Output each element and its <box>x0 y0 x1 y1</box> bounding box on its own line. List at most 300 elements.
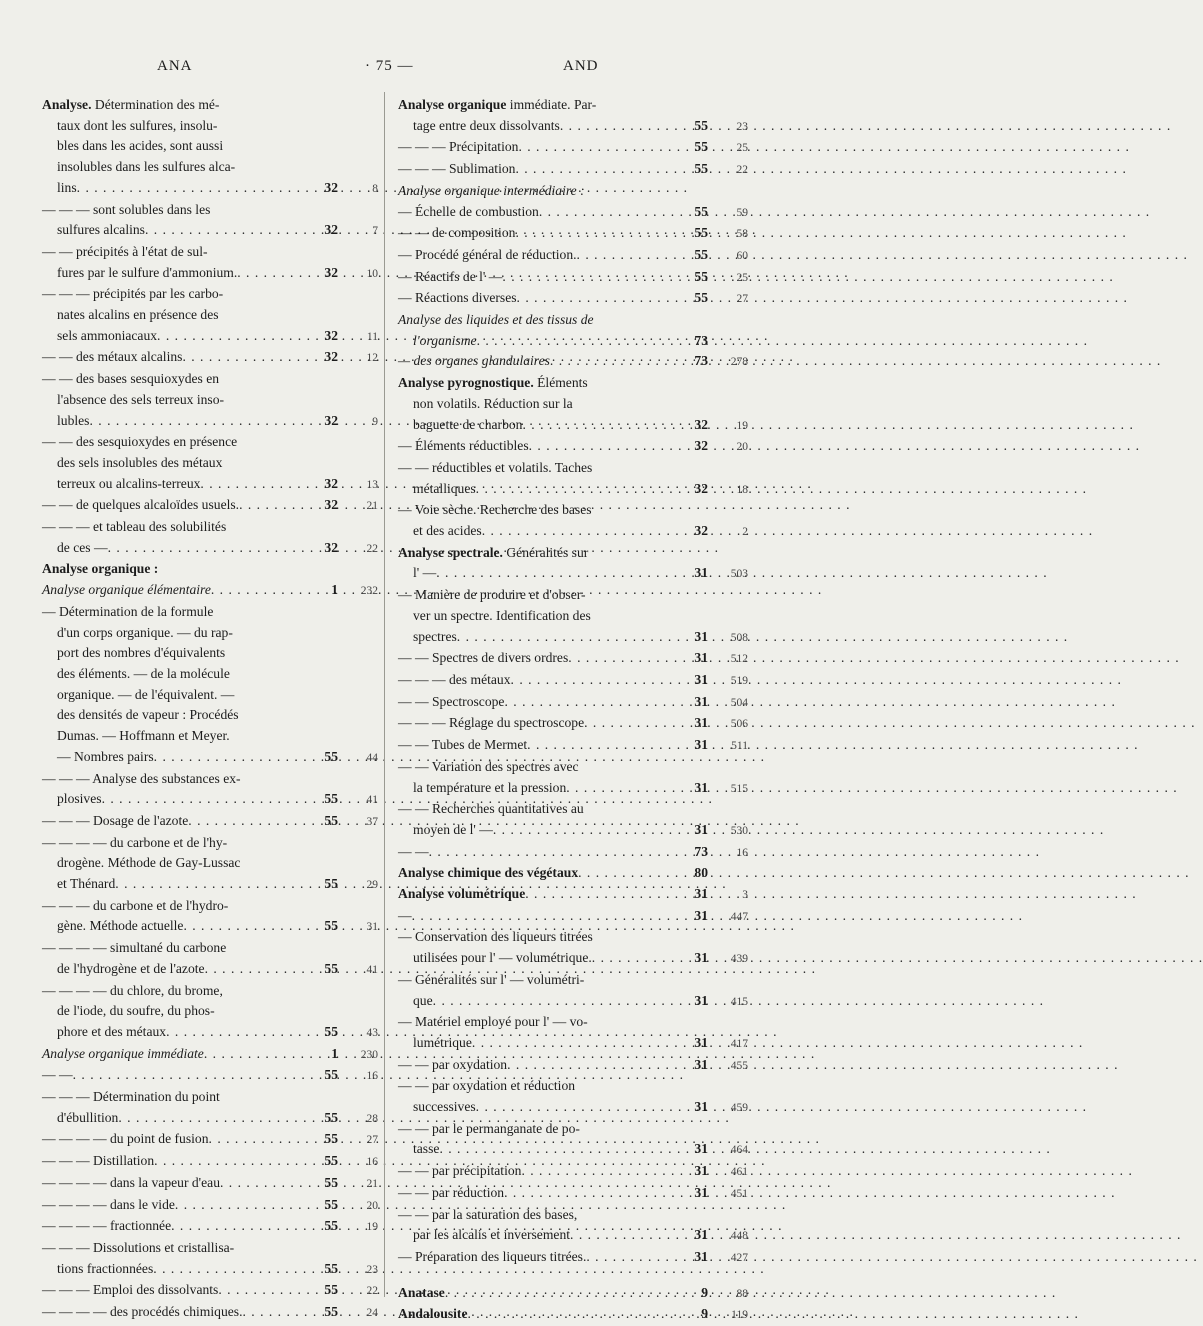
index-entry <box>42 747 378 769</box>
volume-number: 31 <box>694 628 708 644</box>
index-entry <box>42 220 378 242</box>
index-entry <box>42 1022 378 1044</box>
index-entry <box>398 563 748 585</box>
index-entry <box>42 896 378 917</box>
entry-text: taux dont les sulfures, insolu- <box>57 117 218 133</box>
entry-text: — — Spectroscope <box>398 693 505 709</box>
entry-text: Analyse spectrale. Généralités sur <box>398 544 589 560</box>
entry-text: — — précipités à l'état de sul- <box>42 243 208 259</box>
page-number-ref: 16 <box>366 1070 378 1083</box>
index-entry <box>398 415 748 437</box>
dot-leader <box>493 820 674 841</box>
entry-text: lins <box>57 179 77 195</box>
entry-text: — — Spectres de divers ordres <box>398 650 569 666</box>
entry-text: de ces — <box>57 539 108 555</box>
entry-text: — des organes glandulaires <box>398 353 550 369</box>
index-entry <box>42 664 378 685</box>
index-entry <box>42 1216 378 1238</box>
page-number-ref: 16 <box>736 846 748 859</box>
index-entry <box>398 288 748 310</box>
index-entry <box>398 116 748 138</box>
page-number-ref: 451 <box>730 1187 748 1200</box>
dot-leader <box>504 1183 674 1204</box>
dot-leader <box>482 521 674 542</box>
volume-number: 31 <box>694 950 708 966</box>
entry-text: — — réductibles et volatils. Taches <box>398 459 593 475</box>
entry-text: des sels insolubles des métaux <box>57 454 223 470</box>
page-number-ref: 31 <box>366 921 378 934</box>
index-entry <box>42 726 378 747</box>
dot-leader <box>183 916 304 937</box>
entry-text: l' — <box>413 565 437 581</box>
entry-text: — — par le permanganate de po- <box>398 1120 580 1136</box>
index-entry <box>42 580 378 602</box>
volume-number: 55 <box>324 1304 338 1320</box>
page-number-ref: 60 <box>736 249 748 262</box>
dot-leader <box>472 1033 674 1054</box>
index-entry <box>398 648 748 670</box>
entry-text: — — — — du chlore, du brome, <box>42 982 223 998</box>
page-number-ref: 504 <box>730 696 748 709</box>
dot-leader <box>433 991 674 1012</box>
page-number-ref: 3 <box>742 889 748 902</box>
header-left: ANA <box>157 58 193 74</box>
entry-text: — <box>398 907 412 923</box>
volume-number: 55 <box>324 791 338 807</box>
entry-text: non volatils. Réduction sur la <box>413 395 573 411</box>
entry-text: — — — Analyse des substances ex- <box>42 770 241 786</box>
page-number-ref: 511 <box>731 740 748 753</box>
volume-number: 55 <box>324 1067 338 1083</box>
index-entry <box>398 606 748 627</box>
index-entry <box>398 585 748 606</box>
volume-number: 31 <box>694 693 708 709</box>
dot-leader <box>154 1151 304 1172</box>
page-number-ref: 278 <box>730 356 748 369</box>
entry-text: la température et la pression <box>413 779 567 795</box>
dot-leader <box>476 1097 674 1118</box>
entry-text: — — — des métaux <box>398 671 511 687</box>
dot-leader <box>182 347 304 368</box>
index-entry <box>42 390 378 411</box>
page-number-ref: 27 <box>736 293 748 306</box>
index-entry <box>398 757 748 778</box>
dot-leader <box>220 1173 304 1194</box>
entry-text: fures par le sulfure d'ammonium. <box>57 264 238 280</box>
page-number-ref: 439 <box>730 953 748 966</box>
entry-text: — — — Dosage de l'azote <box>42 812 189 828</box>
index-entry <box>42 1129 378 1151</box>
dot-leader <box>529 436 674 457</box>
entry-text: — — — Détermination du point <box>42 1089 220 1105</box>
page-number-ref: 18 <box>736 483 748 496</box>
page-number-ref: 22 <box>736 164 748 177</box>
index-entry <box>398 331 748 352</box>
index-entry <box>398 1283 748 1305</box>
entry-text: — — — et tableau des solubilités <box>42 519 227 535</box>
entry-text: lumétrique <box>413 1034 472 1050</box>
entry-text: organique. — de l'équivalent. — <box>57 686 235 702</box>
dot-leader <box>476 479 674 500</box>
volume-number: 31 <box>694 1227 708 1243</box>
index-entry <box>42 685 378 706</box>
index-entry <box>42 369 378 390</box>
index-entry <box>42 474 378 496</box>
dot-leader <box>157 326 304 347</box>
index-entry <box>398 1139 748 1161</box>
page-number-ref: 455 <box>730 1059 748 1072</box>
volume-number: 55 <box>694 117 708 133</box>
dot-leader <box>166 1022 304 1043</box>
index-entry <box>42 1001 378 1022</box>
index-entry <box>42 432 378 453</box>
entry-text: Analyse chimique des végétaux <box>398 865 579 881</box>
dot-leader <box>102 789 304 810</box>
index-entry <box>42 916 378 938</box>
page-number-ref: 22 <box>366 542 378 555</box>
volume-number: 32 <box>324 412 338 428</box>
entry-text: — Réactifs de l' — <box>398 268 503 284</box>
dot-leader <box>171 1216 304 1237</box>
page-number-ref: 447 <box>730 910 748 923</box>
entry-text: insolubles dans les sulfures alca- <box>57 159 236 175</box>
page-number-ref: 19 <box>736 419 748 432</box>
index-entry <box>398 820 748 842</box>
entry-text: Anatase <box>398 1284 445 1300</box>
dot-leader <box>445 1283 674 1304</box>
page-number-ref: 25 <box>736 142 748 155</box>
dot-leader <box>188 811 304 832</box>
index-entry <box>398 778 748 800</box>
dot-leader <box>153 1259 304 1280</box>
index-entry <box>42 623 378 644</box>
entry-text: plosives <box>57 791 102 807</box>
dot-leader <box>521 1161 674 1182</box>
entry-text: — Préparation des liqueurs titrées. <box>398 1248 587 1264</box>
volume-number: 31 <box>694 1248 708 1264</box>
dot-leader <box>118 1108 304 1129</box>
entry-text: — — — Dissolutions et cristallisa- <box>42 1239 235 1255</box>
entry-text: — Réactions diverses <box>398 290 517 306</box>
index-entry <box>398 863 748 884</box>
section-gap <box>398 1269 748 1283</box>
entry-text: — — de quelques alcaloïdes usuels. <box>42 497 240 513</box>
index-entry <box>398 948 748 970</box>
page-number-ref: 19 <box>366 1221 378 1234</box>
entry-text: métalliques <box>413 480 476 496</box>
index-entry <box>398 202 748 224</box>
entry-text: Analyse organique : <box>42 561 159 577</box>
index-entry <box>398 842 748 864</box>
volume-number: 55 <box>324 960 338 976</box>
entry-text: d'ébullition <box>57 1109 119 1125</box>
volume-number: 1 <box>331 582 338 598</box>
page-number-ref: 20 <box>366 1199 378 1212</box>
index-entry <box>42 1259 378 1281</box>
volume-number: 31 <box>694 821 708 837</box>
entry-text: — — des sesquioxydes en présence <box>42 434 238 450</box>
index-entry <box>42 1195 378 1217</box>
entry-text: port des nombres d'équivalents <box>57 645 226 661</box>
index-entry <box>42 242 378 263</box>
entry-text: — — Recherches quantitatives au <box>398 801 584 817</box>
page-number-ref: 23 <box>366 1263 378 1276</box>
index-entry <box>398 521 748 543</box>
dot-leader <box>439 1139 674 1160</box>
entry-text: — — par oxydation <box>398 1056 508 1072</box>
entry-text: — — — — simultané du carbone <box>42 940 227 956</box>
entry-text: tions fractionnées <box>57 1260 154 1276</box>
index-entry <box>398 884 748 906</box>
volume-number: 32 <box>694 438 708 454</box>
entry-text: — — Variation des spectres avec <box>398 758 579 774</box>
page-number-ref: 28 <box>366 1112 378 1125</box>
index-entry <box>398 458 748 479</box>
entry-text: bles dans les acides, sont aussi <box>57 138 224 154</box>
page-number-ref: 448 <box>730 1230 748 1243</box>
dot-leader <box>242 1302 304 1323</box>
page-number-ref: 22 <box>366 1285 378 1298</box>
dot-leader <box>477 331 674 352</box>
index-entry <box>42 1065 378 1087</box>
dot-leader <box>502 267 674 288</box>
entry-text: — — de composition <box>398 225 516 241</box>
volume-number: 55 <box>694 161 708 177</box>
volume-number: 31 <box>694 715 708 731</box>
volume-number: 55 <box>324 876 338 892</box>
index-entry <box>42 284 378 305</box>
page-number-ref: 232 <box>360 585 378 598</box>
volume-number: 55 <box>324 748 338 764</box>
dot-leader <box>586 1247 674 1268</box>
volume-number: 32 <box>694 416 708 432</box>
index-entry <box>42 811 378 833</box>
volume-number: 9 <box>701 1284 708 1300</box>
dot-leader <box>204 1044 304 1065</box>
index-entry <box>398 799 748 820</box>
entry-text: spectres <box>413 628 457 644</box>
volume-number: 31 <box>694 1034 708 1050</box>
page-number-ref: 25 <box>736 271 748 284</box>
volume-number: 31 <box>694 907 708 923</box>
dot-leader <box>239 495 304 516</box>
page-number-ref: 41 <box>366 794 378 807</box>
entry-text: Analyse organique intermédiaire : <box>398 182 585 198</box>
page-number-ref: 8 <box>372 182 378 195</box>
volume-number: 73 <box>694 332 708 348</box>
volume-number: 32 <box>324 222 338 238</box>
index-entry <box>398 1097 748 1119</box>
page-number-ref: 11 <box>366 330 378 343</box>
entry-text: — Manière de produire et d'obser- <box>398 587 586 603</box>
index-entry <box>398 181 748 202</box>
entry-text: — — — Emploi des dissolvants <box>42 1282 219 1298</box>
entry-text: sulfures alcalins <box>57 222 145 238</box>
volume-number: 55 <box>324 1218 338 1234</box>
index-entry <box>42 1044 378 1066</box>
entry-text: utilisées pour l' — volumétrique. <box>413 950 592 966</box>
page-number: · 75 — <box>365 58 414 74</box>
index-entry <box>398 1076 748 1097</box>
volume-number: 55 <box>694 246 708 262</box>
entry-text: — — — sont solubles dans les <box>42 201 211 217</box>
entry-text: — — — Sublimation <box>398 161 516 177</box>
dot-leader <box>457 627 674 648</box>
index-entry <box>398 627 748 649</box>
entry-text: d'un corps organique. — du rap- <box>57 624 233 640</box>
entry-text: successives <box>413 1099 476 1115</box>
entry-text: — — par réduction <box>398 1184 505 1200</box>
entry-text: — Nombres pairs <box>57 748 154 764</box>
dot-leader <box>515 159 674 180</box>
page-number-ref: 88 <box>736 1287 748 1300</box>
volume-number: 55 <box>324 812 338 828</box>
index-entry <box>42 959 378 981</box>
volume-number: 55 <box>694 225 708 241</box>
volume-number: 31 <box>694 565 708 581</box>
volume-number: 31 <box>694 1141 708 1157</box>
index-entry <box>42 559 378 580</box>
dot-leader <box>468 1304 675 1325</box>
dot-leader <box>504 692 674 713</box>
entry-text: terreux ou alcalins-terreux <box>57 475 201 491</box>
dot-leader <box>592 948 674 969</box>
volume-number: 55 <box>324 1260 338 1276</box>
entry-text: Andalousite <box>398 1306 468 1322</box>
entry-text: et Thénard <box>57 876 116 892</box>
index-entry <box>398 95 748 116</box>
volume-number: 31 <box>694 737 708 753</box>
page-number-ref: 503 <box>730 568 748 581</box>
page-number-ref: 29 <box>366 879 378 892</box>
dot-leader <box>200 474 304 495</box>
index-entry <box>398 267 748 289</box>
index-entry <box>398 310 748 331</box>
volume-number: 55 <box>324 1153 338 1169</box>
entry-text: Analyse organique immédiate. Par- <box>398 97 597 112</box>
dot-leader <box>211 580 304 601</box>
index-entry <box>398 1012 748 1033</box>
index-entry <box>398 1247 748 1269</box>
volume-number: 55 <box>694 290 708 306</box>
index-entry <box>42 981 378 1002</box>
entry-text: — Matériel employé pour l' — vo- <box>398 1014 588 1030</box>
dot-leader <box>560 116 674 137</box>
index-entry <box>398 137 748 159</box>
index-entry <box>398 543 748 564</box>
volume-number: 32 <box>324 264 338 280</box>
index-entry <box>398 927 748 948</box>
entry-text: — — des métaux alcalins <box>42 349 183 365</box>
page-number-ref: 37 <box>366 815 378 828</box>
index-entry <box>42 853 378 874</box>
index-entry <box>398 991 748 1013</box>
volume-number: 32 <box>324 349 338 365</box>
dot-leader <box>237 263 304 284</box>
volume-number: 55 <box>324 1196 338 1212</box>
page-number-ref: 7 <box>372 225 378 238</box>
volume-number: 31 <box>694 992 708 1008</box>
entry-text: — — par oxydation et réduction <box>398 1078 576 1094</box>
index-entry <box>42 1173 378 1195</box>
entry-text: sels ammoniacaux <box>57 327 158 343</box>
page-number-ref: 464 <box>730 1144 748 1157</box>
dot-leader <box>522 415 674 436</box>
dot-leader <box>539 202 674 223</box>
dot-leader <box>209 1129 304 1150</box>
volume-number: 32 <box>694 480 708 496</box>
dot-leader <box>525 884 674 905</box>
page-number-ref: 20 <box>736 441 748 454</box>
volume-number: 32 <box>324 497 338 513</box>
index-entry <box>398 436 748 458</box>
page-number-ref: 10 <box>366 267 378 280</box>
page-number-ref: 515 <box>730 782 748 795</box>
page-number-ref: 27 <box>366 1134 378 1147</box>
page-number-ref: 230 <box>360 1048 378 1061</box>
index-entry <box>42 116 378 137</box>
index-entry <box>398 500 748 521</box>
entry-text: — Détermination de la formule <box>42 603 214 619</box>
index-entry <box>398 373 748 394</box>
volume-number: 32 <box>694 523 708 539</box>
dot-leader <box>89 411 304 432</box>
page-header <box>0 58 800 80</box>
index-entry <box>398 1033 748 1055</box>
volume-number: 32 <box>324 179 338 195</box>
entry-text: Analyse pyrognostique. Éléments <box>398 375 588 391</box>
entry-text: — — — — du point de fusion <box>42 1131 209 1147</box>
page-number-ref: 119 <box>731 1309 748 1322</box>
index-entry <box>42 200 378 221</box>
volume-number: 31 <box>694 886 708 902</box>
page-number-ref: 24 <box>366 1307 378 1320</box>
dot-leader <box>584 713 674 734</box>
index-entry <box>398 1183 748 1205</box>
column-divider <box>384 92 385 1297</box>
page-number-ref: 13 <box>366 478 378 491</box>
dot-leader <box>550 351 674 372</box>
entry-text: — — — Distillation <box>42 1153 155 1169</box>
entry-text: phore et des métaux <box>57 1023 167 1039</box>
volume-number: 55 <box>694 139 708 155</box>
index-entry <box>42 938 378 959</box>
index-entry <box>398 692 748 714</box>
page-number-ref: 512 <box>730 653 748 666</box>
dot-leader <box>73 1065 304 1086</box>
index-entry <box>42 326 378 348</box>
page-number-ref: 461 <box>730 1166 748 1179</box>
page-number-ref: 508 <box>730 631 748 644</box>
index-entry <box>42 1151 378 1173</box>
page-number-ref: 59 <box>736 206 748 219</box>
index-entry <box>42 305 378 326</box>
dot-leader <box>566 778 674 799</box>
dot-leader <box>436 563 674 584</box>
volume-number: 9 <box>701 1306 708 1322</box>
entry-text: ver un spectre. Identification des <box>413 607 591 623</box>
entry-text: — — — Précipitation <box>398 139 519 155</box>
page-number-ref: 519 <box>730 674 748 687</box>
entry-text: — — des bases sesquioxydes en <box>42 371 220 387</box>
index-entry <box>398 906 748 928</box>
entry-text: tage entre deux dissolvants <box>413 117 560 133</box>
index-entry <box>42 789 378 811</box>
index-entry <box>398 351 748 373</box>
entry-text: Analyse organique élémentaire <box>42 582 211 598</box>
index-entry <box>398 1225 748 1247</box>
entry-text: drogène. Méthode de Gay-Lussac <box>57 855 241 871</box>
